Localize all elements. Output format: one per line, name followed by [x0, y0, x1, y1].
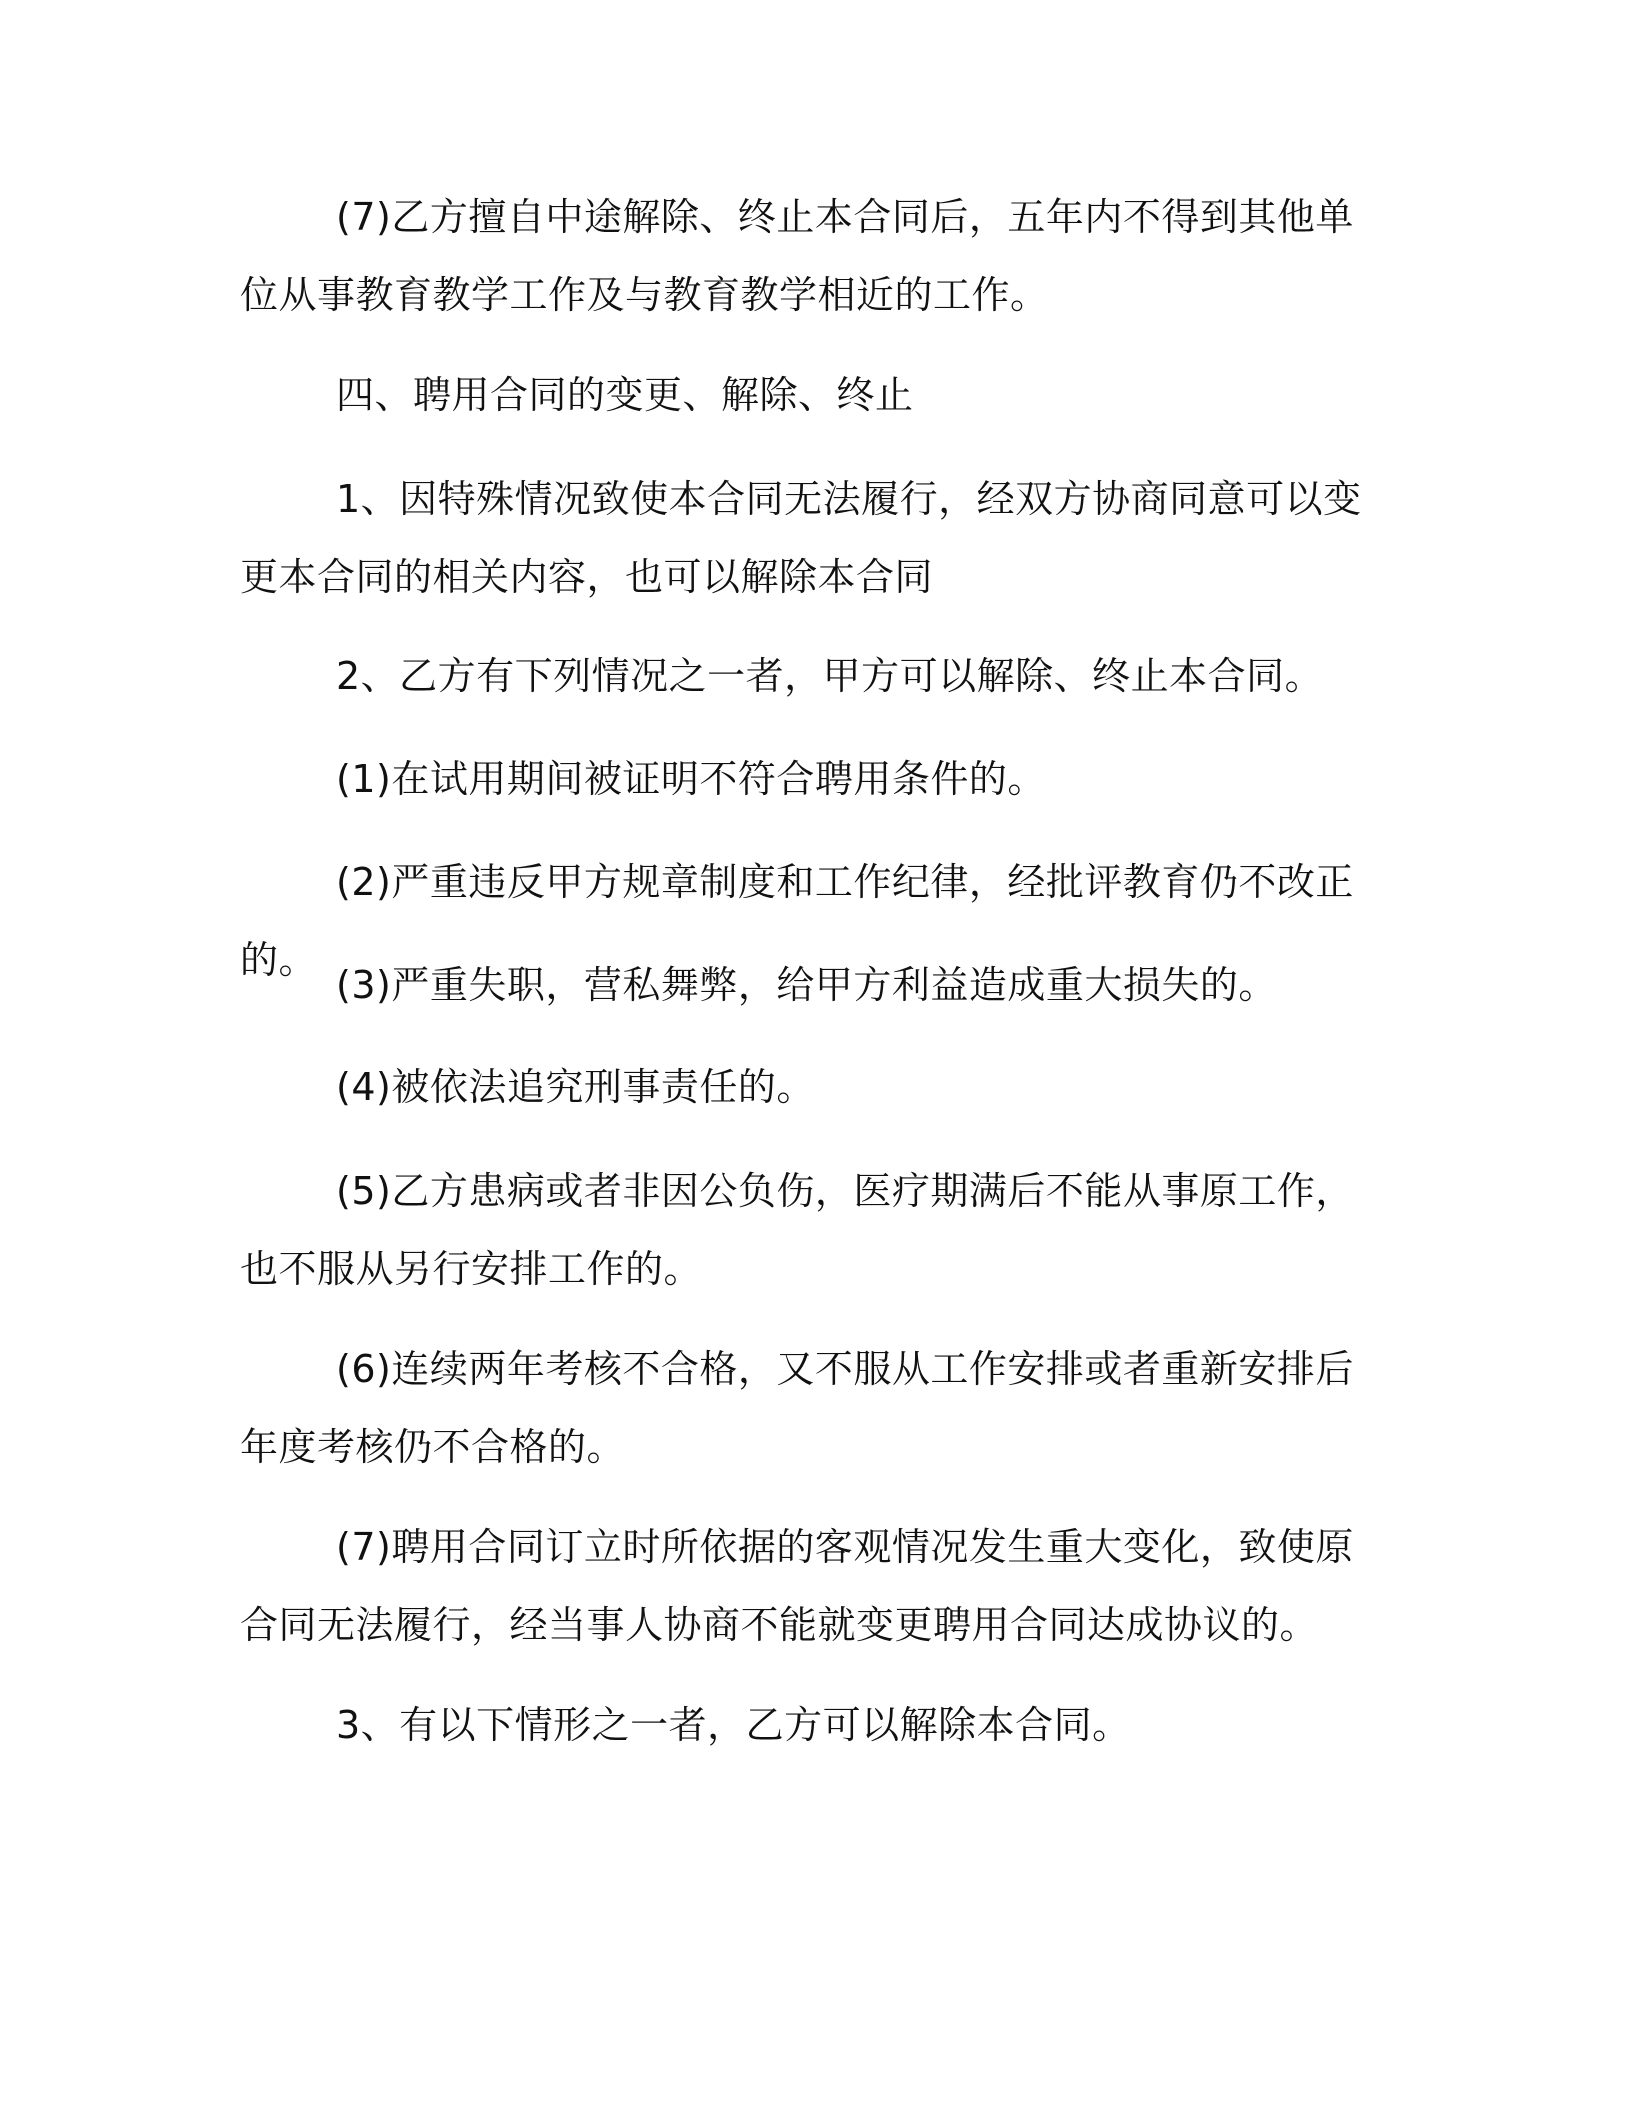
paragraph-clause-7-circumstance-change: (7)聘用合同订立时所依据的客观情况发生重大变化，致使原合同无法履行，经当事人协商不能就变更聘用合同达成协议的。	[240, 1525, 1354, 1647]
paragraph-clause-5-illness: (5)乙方患病或者非因公负伤，医疗期满后不能从事原工作，也不服从另行安排工作的。	[240, 1169, 1354, 1291]
paragraph-item-1-mutual-change: 1、因特殊情况致使本合同无法履行，经双方协商同意可以变更本合同的相关内容，也可以解除本合同	[240, 477, 1362, 599]
paragraph-clause-6-assessment: (6)连续两年考核不合格，又不服从工作安排或者重新安排后年度考核仍不合格的。	[240, 1347, 1354, 1469]
section-heading-contract-change: 四、聘用合同的变更、解除、终止	[336, 373, 914, 417]
paragraph-clause-4-criminal-liability: (4)被依法追究刑事责任的。	[336, 1065, 815, 1109]
paragraph-clause-3-dereliction: (3)严重失职，营私舞弊，给甲方利益造成重大损失的。	[336, 963, 1277, 1007]
paragraph-clause-1-probation: (1)在试用期间被证明不符合聘用条件的。	[336, 757, 1046, 801]
paragraph-clause-7-unilateral-termination: (7)乙方擅自中途解除、终止本合同后，五年内不得到其他单位从事教育教学工作及与教育教学相近的工作。	[240, 195, 1354, 317]
paragraph-item-3-employee-termination: 3、有以下情形之一者，乙方可以解除本合同。	[336, 1703, 1131, 1747]
paragraph-clause-2-rule-violation: (2)严重违反甲方规章制度和工作纪律，经批评教育仍不改正的。	[240, 860, 1354, 982]
paragraph-item-2-employer-termination: 2、乙方有下列情况之一者，甲方可以解除、终止本合同。	[336, 654, 1324, 698]
